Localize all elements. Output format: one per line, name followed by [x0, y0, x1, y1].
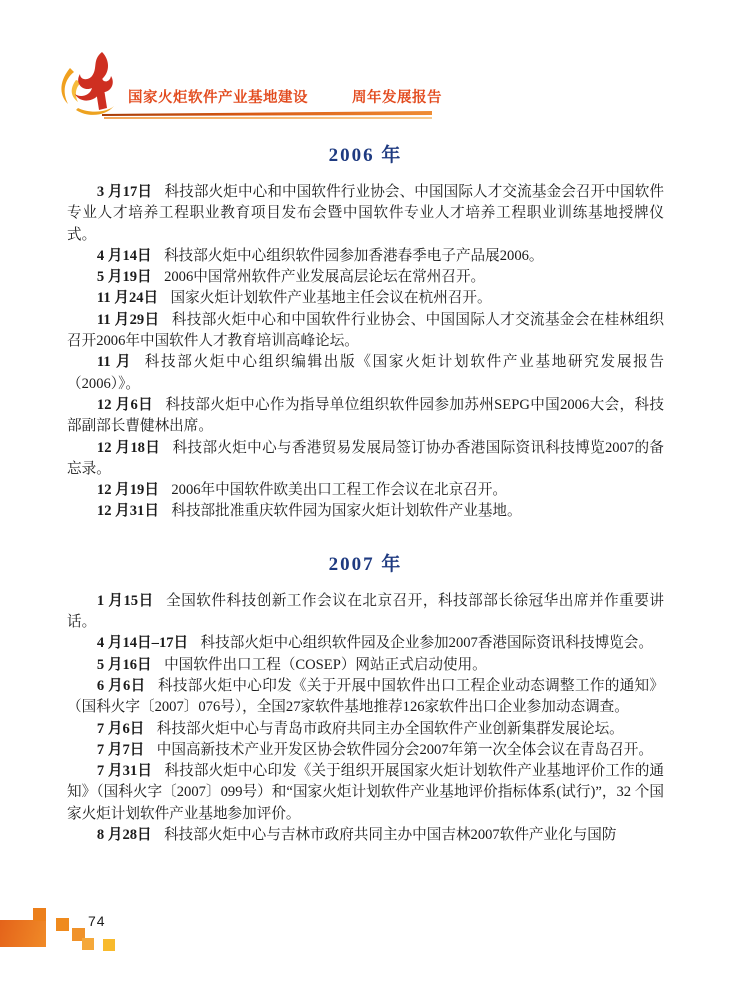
entry-text: 科技部火炬中心印发《关于组织开展国家火炬计划软件产业基地评价工作的通知》（国科火字〔2007〕099号）和“国家火炬计划软件产业基地评价指标体系(试行)”，32 个国家火炬计划软件产业基地参加评价。: [67, 763, 664, 822]
report-title-suffix: 周年发展报告: [352, 90, 442, 106]
chronicle-entry: [67, 182, 664, 246]
mosaic-square: [33, 908, 46, 921]
chronicle-entry: [67, 288, 664, 309]
chronicle-entry: [67, 352, 664, 395]
entry-text: 科技部火炬中心和中国软件行业协会、中国国际人才交流基金会在桂林组织召开2006年中国软件人才教育培训高峰论坛。: [67, 311, 664, 350]
entry-date: 1 月15日: [96, 592, 154, 609]
chronicle-entry: [67, 246, 664, 267]
entry-date: 12 月6日: [96, 396, 154, 413]
chronicle-entry: [67, 676, 664, 719]
chronicle-entry: [67, 740, 664, 761]
chronicle-entry: [67, 633, 664, 654]
mosaic-square: [103, 939, 115, 951]
year-heading: 2006 年: [328, 145, 403, 166]
mosaic-square: [56, 918, 69, 931]
year-heading: 2007 年: [328, 553, 403, 575]
entry-date: 11 月29日: [96, 311, 160, 328]
entry-date: 4 月14日: [96, 247, 152, 264]
entry-date: 12 月18日: [96, 439, 161, 456]
entry-date: 8 月28日: [96, 827, 152, 844]
header-rule-light: [104, 117, 432, 119]
chronicle-entry: [67, 480, 664, 501]
chronicle-entry: [67, 310, 664, 353]
header-rule: [102, 111, 432, 116]
chronicle-content: [67, 128, 664, 846]
entry-text: 全国软件科技创新工作会议在北京召开，科技部部长徐冠华出席并作重要讲话。: [67, 592, 664, 631]
entry-text: 中国软件出口工程（COSEP）网站正式启动使用。: [164, 656, 487, 673]
entry-date: 11 月: [96, 354, 133, 371]
entry-date: 5 月19日: [96, 269, 152, 286]
entry-date: 3 月17日: [96, 184, 153, 200]
chronicle-entry: [67, 501, 664, 522]
chronicle-entry: [67, 719, 664, 740]
entry-date: 4 月14日–17日: [96, 635, 189, 652]
entry-date: 7 月7日: [96, 741, 145, 758]
entry-text: 科技部火炬中心组织编辑出版《国家火炬计划软件产业基地研究发展报告（2006）》。: [67, 354, 664, 392]
entry-date: 12 月31日: [96, 503, 159, 520]
mosaic-square: [82, 938, 94, 950]
entry-text: 科技部火炬中心作为指导单位组织软件园参加苏州SEPG中国2006大会，科技部副部长曹健林出席。: [67, 396, 664, 435]
entry-text: 科技部火炬中心与吉林市政府共同主办中国吉林2007软件产业化与国防: [164, 827, 617, 844]
entry-date: 7 月6日: [96, 720, 145, 737]
chronicle-entry: [67, 267, 664, 288]
entry-date: 12 月19日: [96, 482, 159, 499]
entry-text: 科技部火炬中心与香港贸易发展局签订协办香港国际资讯科技博览2007的备忘录。: [67, 439, 664, 477]
chronicle-entry: [67, 825, 664, 846]
entry-text: 中国高新技术产业开发区协会软件园分会2007年第一次全体会议在青岛召开。: [156, 741, 653, 758]
entry-text: 科技部火炬中心组织软件园参加香港春季电子产品展2006。: [164, 247, 544, 264]
entry-text: 2006中国常州软件产业发展高层论坛在常州召开。: [164, 269, 486, 286]
entry-text: 科技部火炬中心印发《关于开展中国软件出口工程企业动态调整工作的通知》（国科火字〔2007〕076号），全国27家软件基地推荐126家软件出口企业参加动态调查。: [67, 677, 664, 716]
report-title-prefix: 国家火炬软件产业基地建设: [128, 90, 308, 106]
chronicle-entry: [67, 655, 664, 676]
chronicle-entry: [67, 438, 664, 481]
entry-date: 11 月24日: [96, 290, 159, 307]
report-title: 国家火炬软件产业基地建设 20 周年发展报告: [128, 63, 442, 112]
page-number: 74: [88, 913, 106, 929]
entry-date: 5 月16日: [96, 656, 152, 673]
mosaic-block: [0, 920, 46, 947]
entry-text: 国家火炬计划软件产业基地主任会议在杭州召开。: [170, 290, 492, 307]
chronicle-entry: [67, 761, 664, 825]
chronicle-entry: [67, 395, 664, 438]
entry-date: 6 月6日: [96, 677, 146, 694]
entry-text: 科技部火炬中心组织软件园及企业参加2007香港国际资讯科技博览会。: [200, 635, 653, 652]
entry-text: 科技部火炬中心和中国软件行业协会、中国国际人才交流基金会召开中国软件专业人才培养工程职业教育项目发布会暨中国软件专业人才培养工程职业训练基地授牌仪式。: [67, 184, 664, 243]
entry-text: 科技部火炬中心与青岛市政府共同主办全国软件产业创新集群发展论坛。: [156, 720, 624, 737]
torch-logo-icon: [54, 50, 146, 120]
entry-text: 2006年中国软件欧美出口工程工作会议在北京召开。: [171, 482, 508, 499]
entry-date: 7 月31日: [96, 763, 153, 780]
chronicle-entry: [67, 591, 664, 634]
entry-text: 科技部批准重庆软件园为国家火炬计划软件产业基地。: [171, 503, 522, 520]
